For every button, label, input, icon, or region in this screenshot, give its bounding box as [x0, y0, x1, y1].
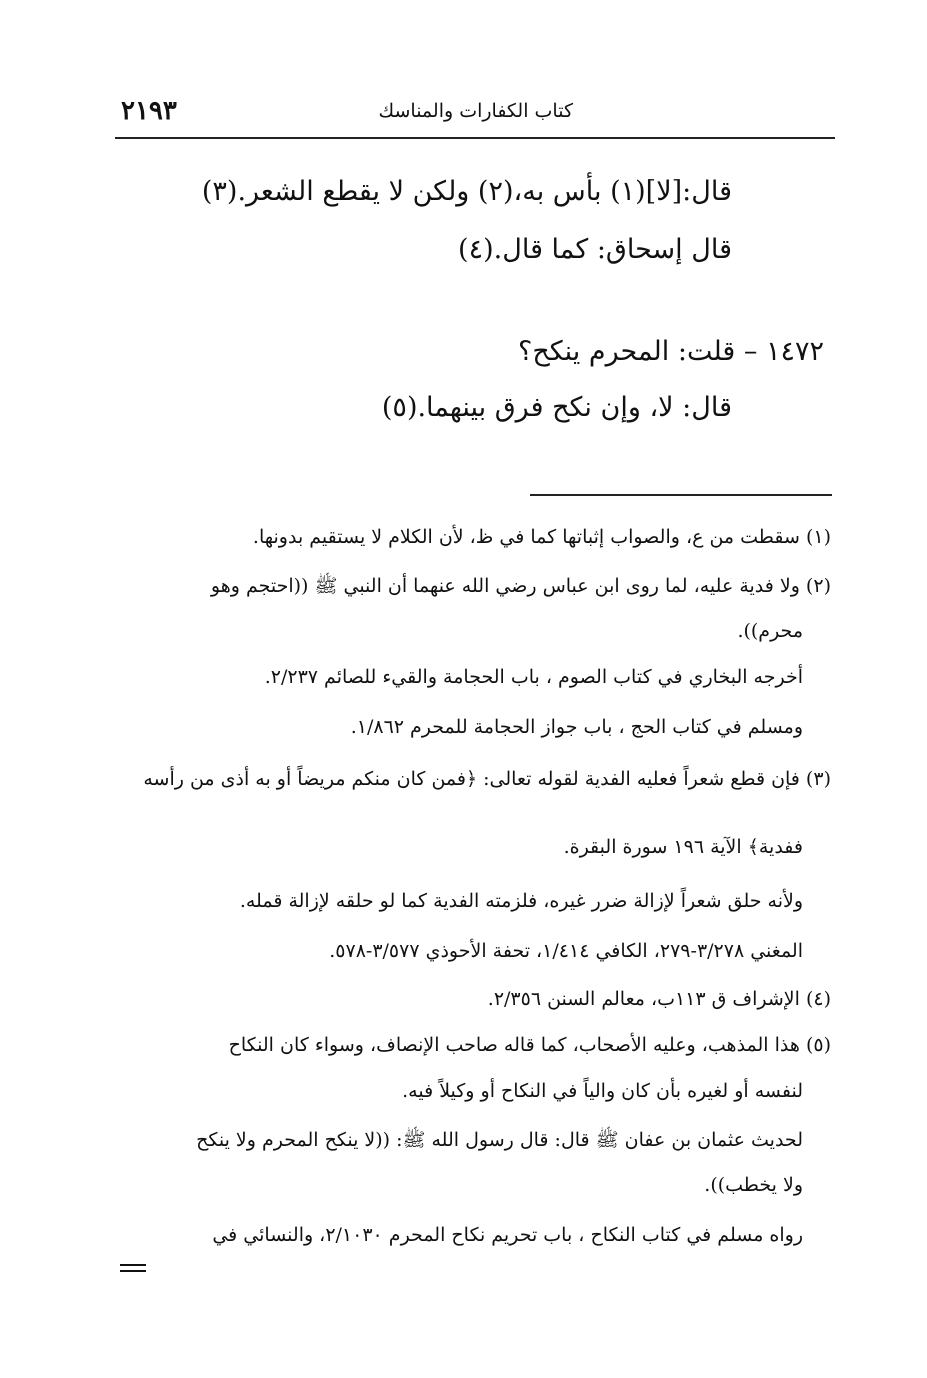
page-number: ٢١٩٣	[121, 96, 177, 126]
footnote-3-cont: ففدية﴾ الآية ١٩٦ سورة البقرة.	[563, 836, 803, 858]
footnote-5-source: رواه مسلم في كتاب النكاح ، باب تحريم نكاح المحرم ٢/١٠٣٠، والنسائي في	[212, 1224, 803, 1246]
footnote-2-source-2: ومسلم في كتاب الحج ، باب جواز الحجامة للمحرم ١/٨٦٢.	[350, 716, 803, 738]
continuation-mark	[120, 1264, 146, 1276]
footnote-4: (٤) الإشراف ق ١١٣ب، معالم السنن ٢/٣٥٦.	[487, 988, 831, 1010]
answer-line: قال: لا، وإن نكح فرق بينهما.(٥)	[381, 392, 732, 423]
footnote-5-cont: لنفسه أو لغيره بأن كان والياً في النكاح أو وكيلاً فيه.	[402, 1080, 803, 1102]
footnote-3-sources: المغني ٣/٢٧٨-٢٧٩، الكافي ١/٤١٤، تحفة الأحوذي ٣/٥٧٧-٥٧٨.	[329, 940, 803, 962]
footnote-2: (٢) ولا فدية عليه، لما روى ابن عباس رضي الله عنهما أن النبي ﷺ ((احتجم وهو	[210, 575, 831, 597]
chapter-title: كتاب الكفارات والمناسك	[378, 100, 573, 122]
footnote-5: (٥) هذا المذهب، وعليه الأصحاب، كما قاله صاحب الإنصاف، وسواء كان النكاح	[228, 1034, 831, 1056]
footnote-5-hadith: لحديث عثمان بن عفان ﷺ قال: قال رسول الله ﷺ: ((لا ينكح المحرم ولا ينكح	[196, 1129, 803, 1151]
question-heading: ١٤٧٢ – قلت: المحرم ينكح؟	[517, 336, 824, 367]
running-header	[115, 96, 835, 132]
footnote-1: (١) سقطت من ع، والصواب إثباتها كما في ظ، لأن الكلام لا يستقيم بدونها.	[252, 526, 831, 548]
footnote-2-source-1: أخرجه البخاري في كتاب الصوم ، باب الحجامة والقيء للصائم ٢/٢٣٧.	[264, 666, 803, 688]
main-line-1: قال:[لا](١) بأس به،(٢) ولكن لا يقطع الشعر.(٣)	[201, 176, 732, 207]
footnote-3-reason: ولأنه حلق شعراً لإزالة ضرر غيره، فلزمته الفدية كما لو حلقه لإزالة قمله.	[239, 890, 803, 912]
header-rule	[115, 137, 835, 139]
footnote-5-hadith-cont: ولا يخطب)).	[704, 1174, 803, 1196]
footnote-separator	[530, 494, 832, 496]
main-line-2: قال إسحاق: كما قال.(٤)	[458, 234, 732, 265]
footnote-3: (٣) فإن قطع شعراً فعليه الفدية لقوله تعالى: ﴿فمن كان منكم مريضاً أو به أذى من رأسه	[143, 768, 831, 790]
footnote-2-cont: محرم)).	[737, 620, 803, 642]
